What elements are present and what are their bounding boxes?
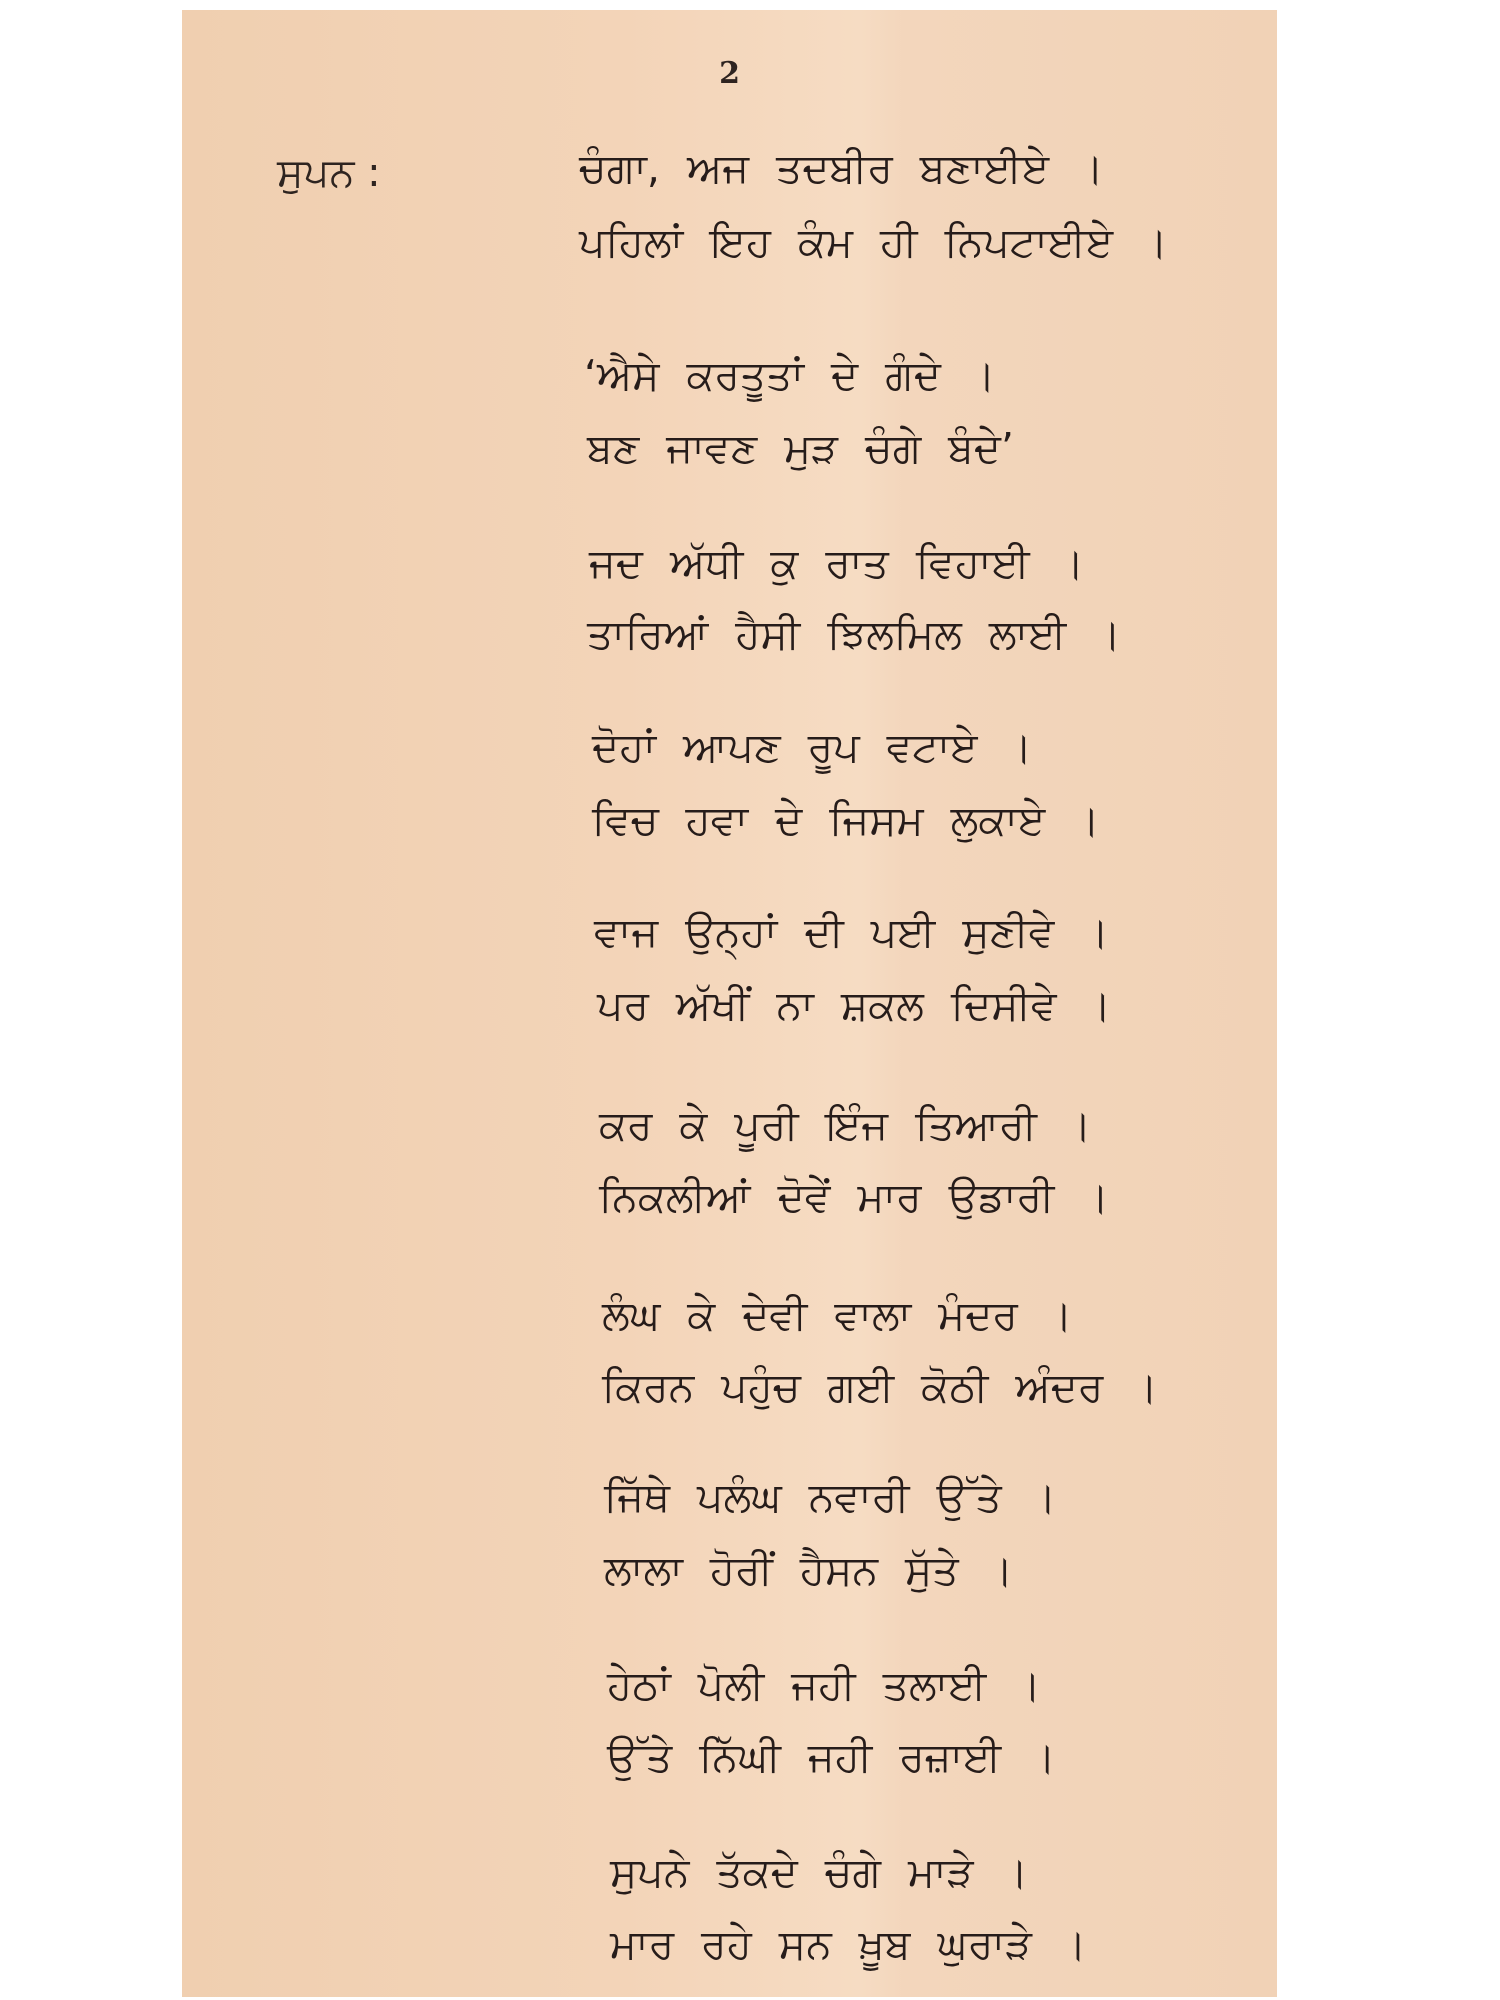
verse-line: ਵਾਜ ਉਨ੍ਹਾਂ ਦੀ ਪਈ ਸੁਣੀਵੇ । xyxy=(594,908,1109,956)
verse-line: ਜਦ ਅੱਧੀ ਕੁ ਰਾਤ ਵਿਹਾਈ । xyxy=(589,539,1085,587)
speaker-label: ਸੁਪਨ : xyxy=(277,150,381,196)
verse-line: ਵਿਚ ਹਵਾ ਦੇ ਜਿਸਮ ਲੁਕਾਏ । xyxy=(592,796,1100,844)
verse-line: ਲਾਲਾ ਹੋਰੀਂ ਹੈਸਨ ਸੁੱਤੇ । xyxy=(604,1546,1014,1594)
verse-line: ਸੁਪਨੇ ਤੱਕਦੇ ਚੰਗੇ ਮਾੜੇ । xyxy=(610,1848,1029,1896)
verse-line: ਮਾਰ ਰਹੇ ਸਨ ਖ਼ੂਬ ਘੁਰਾੜੇ । xyxy=(610,1920,1087,1968)
verse-line: ਕਰ ਕੇ ਪੂਰੀ ਇੰਜ ਤਿਆਰੀ । xyxy=(599,1101,1092,1149)
verse-line: ਤਾਰਿਆਂ ਹੈਸੀ ਝਿਲਮਿਲ ਲਾਈ । xyxy=(587,610,1121,658)
verse-line: ਦੋਹਾਂ ਆਪਣ ਰੂਪ ਵਟਾਏ । xyxy=(592,723,1033,771)
page-number: 2 xyxy=(719,56,740,91)
verse-line: ਹੇਠਾਂ ਪੋਲੀ ਜਹੀ ਤਲਾਈ । xyxy=(607,1661,1041,1709)
verse-line: ਚੰਗਾ, ਅਜ ਤਦਬੀਰ ਬਣਾਈਏ । xyxy=(579,144,1104,192)
verse-line: ਨਿਕਲੀਆਂ ਦੋਵੇਂ ਮਾਰ ਉਡਾਰੀ । xyxy=(599,1173,1110,1221)
verse-line: ਜਿੱਥੇ ਪਲੰਘ ਨਵਾਰੀ ਉੱਤੇ । xyxy=(604,1473,1057,1521)
verse-line: ਕਿਰਨ ਪਹੁੰਚ ਗਈ ਕੋਠੀ ਅੰਦਰ । xyxy=(602,1363,1158,1411)
poem xyxy=(182,10,1277,1997)
book-page xyxy=(182,10,1277,1997)
verse-line: ਬਣ ਜਾਵਣ ਮੁੜ ਚੰਗੇ ਬੰਦੇ’ xyxy=(587,424,1014,472)
verse-line: ਲੰਘ ਕੇ ਦੇਵੀ ਵਾਲਾ ਮੰਦਰ । xyxy=(602,1291,1073,1339)
verse-line: ਉੱਤੇ ਨਿੱਘੀ ਜਹੀ ਰਜ਼ਾਈ । xyxy=(607,1733,1056,1781)
verse-line: ਪਹਿਲਾਂ ਇਹ ਕੰਮ ਹੀ ਨਿਪਟਾਈਏ । xyxy=(579,218,1168,266)
verse-line: ‘ਐਸੇ ਕਰਤੂਤਾਂ ਦੇ ਗੰਦੇ । xyxy=(584,351,996,399)
verse-line: ਪਰ ਅੱਖੀਂ ਨਾ ਸ਼ਕਲ ਦਿਸੀਵੇ । xyxy=(597,981,1112,1029)
